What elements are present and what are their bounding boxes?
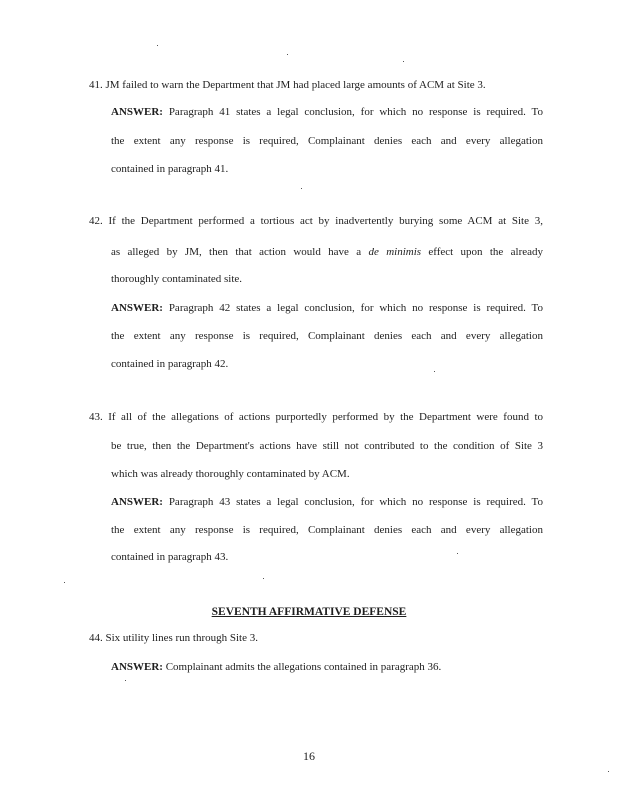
scan-speck (157, 45, 158, 46)
paragraph-44-line-1: 44. Six utility lines run through Site 3. (89, 632, 258, 644)
scan-speck (301, 188, 302, 189)
scan-speck (608, 771, 609, 772)
paragraph-41-answer-line (111, 106, 543, 119)
page-number: 16 (303, 749, 315, 763)
paragraph-43-line-6: contained in paragraph 43. (111, 551, 229, 563)
paragraph-43-answer-line (111, 496, 543, 509)
paragraph-43-line-2: be true, then the Department's actions have still not contributed to the condition of Site 3 (111, 440, 543, 452)
scan-speck (434, 371, 435, 372)
paragraph-43-line-1: 43. If all of the allegations of actions purportedly performed by the Department were found to (89, 411, 543, 423)
paragraph-42-line-6: contained in paragraph 42. (111, 358, 229, 370)
paragraph-43-line-5: the extent any response is required, Complainant denies each and every allegation (111, 524, 543, 536)
scan-speck (403, 61, 404, 62)
paragraph-42-line-1: 42. If the Department performed a tortious act by inadvertently burying some ACM at Site 3, (89, 215, 543, 227)
answer-text: Paragraph 43 states a legal conclusion, for which no response is required. To (168, 496, 543, 508)
paragraph-42-answer-line (111, 302, 543, 315)
scan-speck (64, 582, 65, 583)
answer-text: Paragraph 41 states a legal conclusion, for which no response is required. To (168, 106, 543, 118)
answer-label: ANSWER: (111, 661, 163, 673)
scan-speck (263, 578, 264, 579)
paragraph-41-line-3: the extent any response is required, Complainant denies each and every allegation (111, 135, 543, 147)
paragraph-41-line-1: 41. JM failed to warn the Department that JM had placed large amounts of ACM at Site 3. (89, 79, 486, 91)
answer-text: Paragraph 42 states a legal conclusion, for which no response is required. To (168, 302, 543, 314)
answer-label: ANSWER: (111, 106, 163, 118)
scan-speck (457, 553, 458, 554)
answer-label: ANSWER: (111, 496, 163, 508)
scan-speck (125, 680, 126, 681)
answer-label: ANSWER: (111, 302, 163, 314)
de-minimis-italic: de minimis (368, 246, 422, 258)
paragraph-41-line-4: contained in paragraph 41. (111, 163, 229, 175)
paragraph-42-line-2 (111, 246, 543, 259)
line-2-start: as alleged by JM, then that action would have a (111, 246, 362, 258)
paragraph-42-line-5: the extent any response is required, Complainant denies each and every allegation (111, 330, 543, 342)
line-2-end: effect upon the already (428, 246, 543, 258)
paragraph-43-line-3: which was already thoroughly contaminated by ACM. (111, 468, 350, 480)
scan-speck (287, 54, 288, 55)
paragraph-42-line-3: thoroughly contaminated site. (111, 273, 243, 285)
section-heading: SEVENTH AFFIRMATIVE DEFENSE (211, 606, 407, 618)
paragraph-44-answer-line (111, 661, 441, 674)
answer-text: Complainant admits the allegations contained in paragraph 36. (165, 661, 442, 673)
